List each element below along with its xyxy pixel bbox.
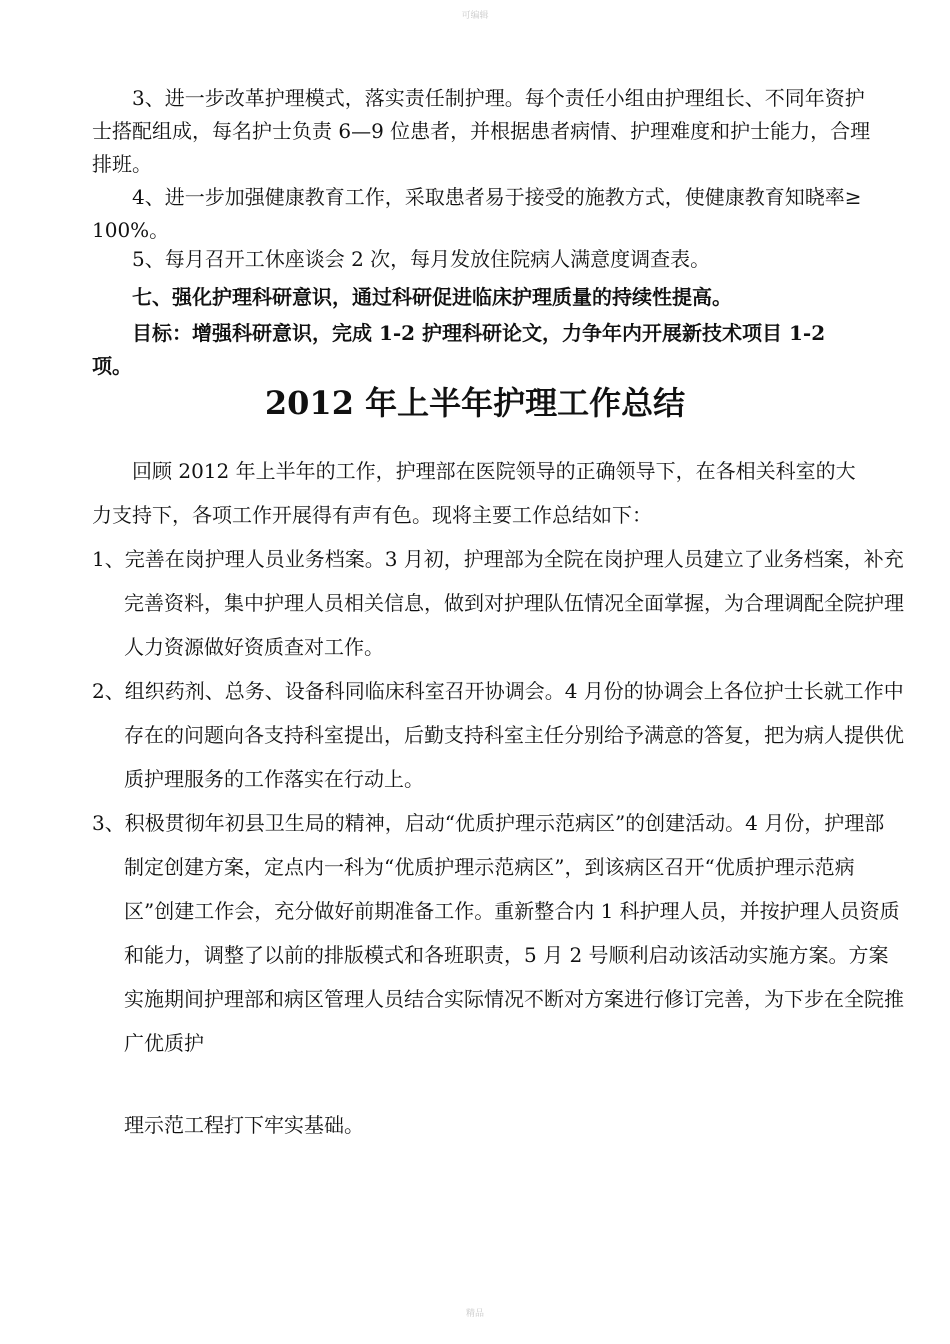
intro-paragraph: 回顾 2012 年上半年的工作，护理部在医院领导的正确领导下，在各相关科室的大力支持下，各项工作开展得有声有色。现将主要工作总结如下： [92,459,856,527]
summary-item-3-tail: 理示范工程打下牢实基础。 [124,1113,364,1137]
summary-item-1: 1、完善在岗护理人员业务档案。3 月初，护理部为全院在岗护理人员建立了业务档案，补充完善资料，集中护理人员相关信息，做到对护理队伍情况全面掌握，为合理调配全院护理人力资源做好资质查对工作。 [92,547,904,659]
document-title: 2012 年上半年护理工作总结 [264,384,686,422]
header-watermark: 可编辑 [461,11,489,21]
section-7-heading: 七、强化护理科研意识，通过科研促进临床护理质量的持续性提高。 [132,285,732,309]
footer-watermark: 精品 [465,1309,484,1319]
paragraph-5: 5、每月召开工休座谈会 2 次，每月发放住院病人满意度调查表。 [132,247,711,271]
summary-item-3: 3、积极贯彻年初县卫生局的精神，启动“优质护理示范病区”的创建活动。4 月份，护理部制定创建方案，定点内一科为“优质护理示范病区”，到该病区召开“优质护理示范病区”创建工作会，充分做好前期准备工作。重新整合内 1 科护理人员，并按护理人员资质和能力，调整了以前的排版模式和各班职责，5 月 2 号顺利启动该活动实施方案。方案实施期间护理部和病区管理人员结合实际情况不断对方案进行修订完善，为下步在全院推广优质护 [92,811,904,1055]
section-7-goal: 目标：增强科研意识，完成 1-2 护理科研论文，力争年内开展新技术项目 1-2 项。 [92,321,826,378]
summary-item-2: 2、组织药剂、总务、设备科同临床科室召开协调会。4 月份的协调会上各位护士长就工作中存在的问题向各支持科室提出，后勤支持科室主任分别给予满意的答复，把为病人提供优质护理服务的工作落实在行动上。 [92,679,904,791]
paragraph-3: 3、进一步改革护理模式，落实责任制护理。每个责任小组由护理组长、不同年资护士搭配组成，每名护士负责 6—9 位患者，并根据患者病情、护理难度和护士能力，合理排班。 [92,86,871,176]
paragraph-4: 4、进一步加强健康教育工作，采取患者易于接受的施教方式，使健康教育知晓率≥ 100%。 [92,185,862,242]
